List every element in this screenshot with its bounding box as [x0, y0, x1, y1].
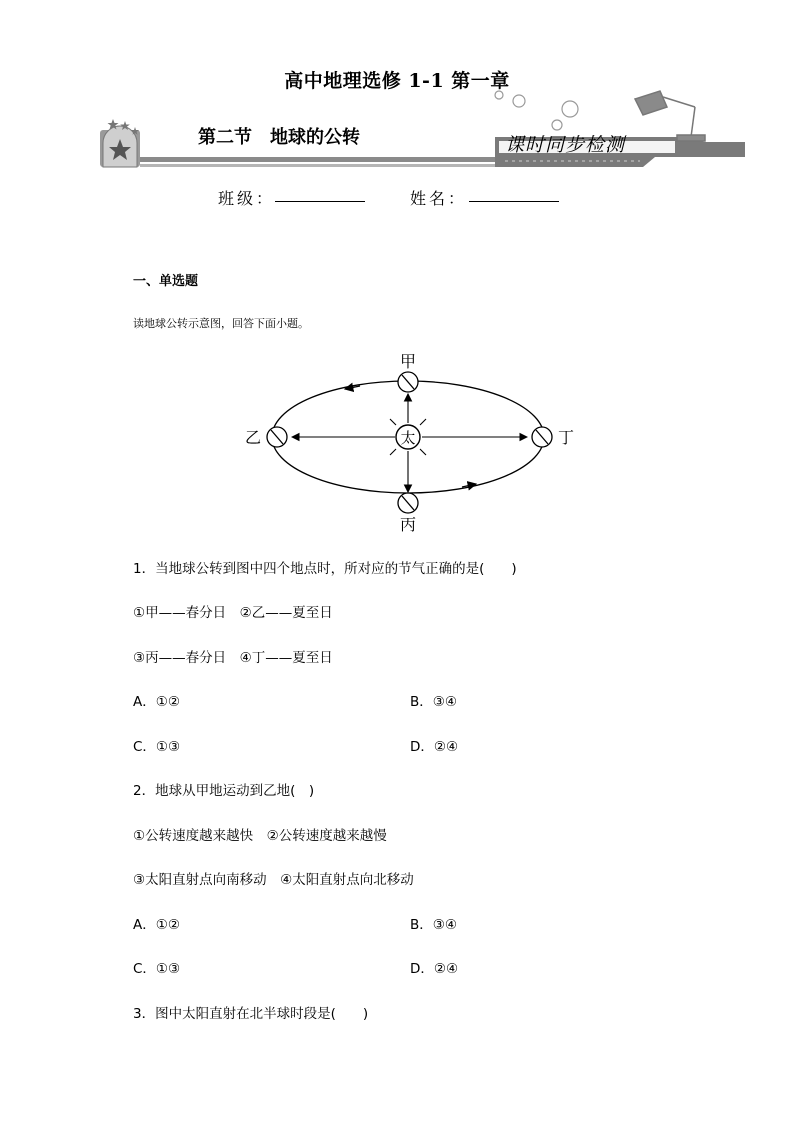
class-blank-line: [275, 201, 365, 202]
question-2-option-a: A．①②: [133, 917, 180, 933]
question-2-stem: 2．地球从甲地运动到乙地( ): [133, 783, 315, 799]
header-banner: [95, 85, 745, 175]
earth-right-icon: [532, 427, 552, 447]
question-3-stem: 3．图中太阳直射在北半球时段是( ): [133, 1006, 369, 1022]
position-label-jia: 甲: [399, 352, 417, 371]
question-2-option-d: D．②④: [410, 961, 459, 977]
position-label-ding: 丁: [557, 428, 575, 447]
question-1-option-d: D．②④: [410, 739, 459, 755]
question-1-option-c: C．①③: [133, 739, 181, 755]
question-2-option-c: C．①③: [133, 961, 181, 977]
desk-lamp-icon: [635, 91, 705, 141]
section-title: 第二节 地球的公转: [198, 127, 360, 148]
question-1-stem: 1．当地球公转到图中四个地点时，所对应的节气正确的是( ): [133, 561, 517, 577]
star-emblem-icon: [100, 119, 140, 167]
question-1-option-b: B．③④: [410, 694, 457, 710]
intro-text: 读地球公转示意图，回答下面小题。: [133, 317, 309, 330]
question-2-statement: ③太阳直射点向南移动 ④太阳直射点向北移动: [133, 872, 414, 888]
question-1-statement: ①甲——春分日 ②乙——夏至日: [133, 605, 333, 621]
earth-bottom-icon: [398, 493, 418, 513]
question-2-statement: ①公转速度越来越快 ②公转速度越来越慢: [133, 828, 387, 844]
earth-top-icon: [398, 372, 418, 392]
class-label: 班级：: [218, 189, 276, 208]
banner-label: 课时同步检测: [505, 134, 626, 156]
name-label: 姓名：: [410, 189, 468, 208]
question-1-statement: ③丙——春分日 ④丁——夏至日: [133, 650, 333, 666]
position-label-bing: 丙: [399, 515, 417, 534]
question-1-option-a: A．①②: [133, 694, 180, 710]
part-heading: 一、单选题: [133, 274, 199, 289]
earth-left-icon: [267, 427, 287, 447]
name-blank-line: [469, 201, 559, 202]
question-2-option-b: B．③④: [410, 917, 457, 933]
sun-label: 太: [400, 429, 416, 447]
earth-orbit-diagram: [240, 350, 600, 535]
document-title: 高中地理选修 1-1 第一章: [284, 70, 510, 92]
position-label-yi: 乙: [244, 428, 262, 447]
